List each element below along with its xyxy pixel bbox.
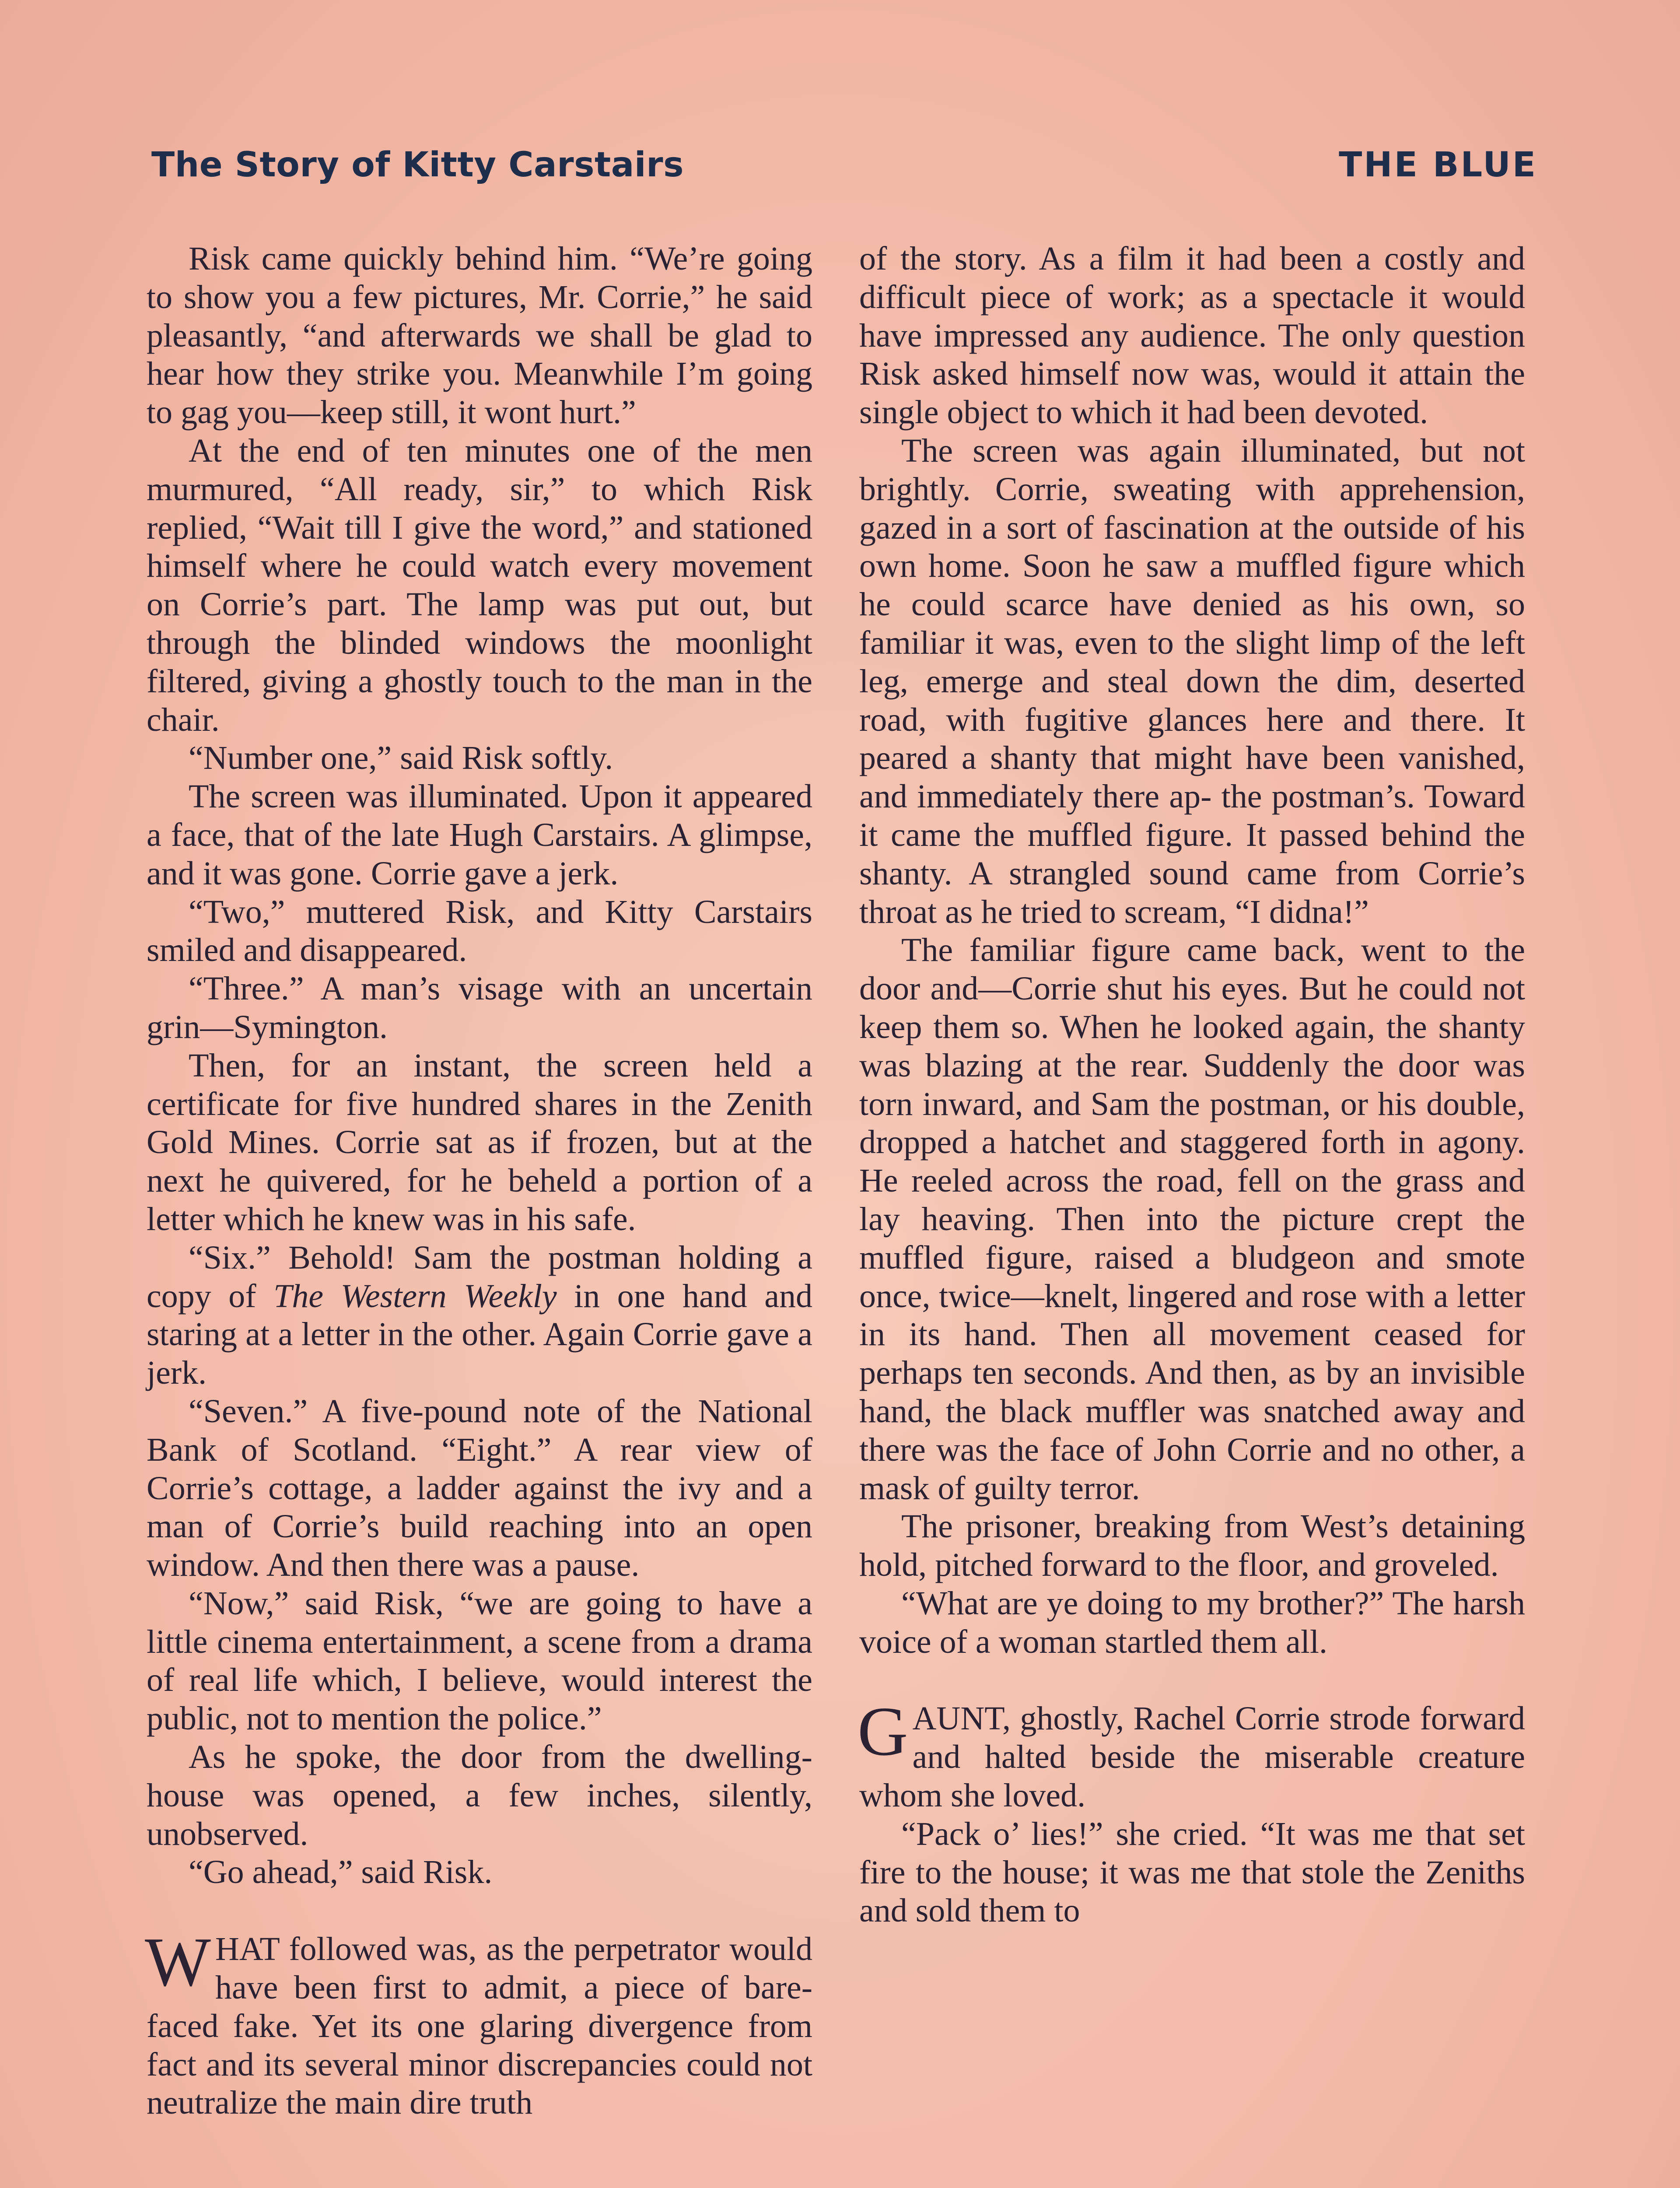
- paragraph: “Seven.” A five-pound note of the National Bank of Scotland. “Eight.” A rear view of Corrie’s cottage, a ladder against the ivy and a man of Corrie’s build reaching into an open window. And then there was a pause.: [147, 1392, 812, 1584]
- paragraph: “Number one,” said Risk softly.: [189, 740, 613, 777]
- section-paragraph: [858, 1692, 1525, 1815]
- section-paragraph: [145, 1923, 812, 2122]
- left-column: [147, 240, 812, 2122]
- right-column: [859, 240, 1525, 1930]
- paragraph: At the end of ten minutes one of the men murmured, “All ready, sir,” to which Risk replied, “Wait till I give the word,” and stationed himself where he could watch every movement on Corrie’s part. The lamp was put out, but through the blinded windows the moonlight filtered, giving a ghostly touch to the man in the chair.: [147, 432, 812, 738]
- paragraph: The screen was illuminated. Upon it appeared a face, that of the late Hugh Carstairs. A glimpse, and it was gone. Corrie gave a jerk.: [147, 778, 812, 892]
- paragraph: The screen was again illuminated, but not brightly. Corrie, sweating with apprehension, gazed in a sort of fascination at the outside of his own home. Soon he saw a muffled figure which he could scarce have denied as his own, so familiar it was, even to the slight limp of the left leg, emerge and steal down the dim, deserted road, with fugitive glances here and there. It peared a shanty that might have been vanished, and immediately there ap- the postman’s. Toward it came the muffled figure. It passed behind the shanty. A strangled sound came from Corrie’s throat as he tried to scream, “I didna!”: [859, 432, 1525, 930]
- paragraph-text: HAT followed was, as the perpetrator would have been first to admit, a piece of bare-faced fake. Yet its one glaring divergence from fact and its several minor discrepancies could not neutralize the main dire truth: [147, 1931, 812, 2121]
- magazine-title: THE BLUE: [1339, 145, 1537, 185]
- paragraph: Risk came quickly behind him. “We’re going to show you a few pictures, Mr. Corrie,” he said pleasantly, “and afterwards we shall be glad to hear how they strike you. Meanwhile I’m going to gag you—keep still, it wont hurt.”: [147, 240, 812, 431]
- paragraph: “Two,” muttered Risk, and Kitty Carstairs smiled and disappeared.: [147, 893, 812, 969]
- periodical-title: The Western Weekly: [273, 1277, 557, 1315]
- paragraph: “Now,” said Risk, “we are going to have a little cinema entertainment, a scene from a drama of real life which, I believe, would interest the public, not to mention the police.”: [147, 1585, 812, 1737]
- story-title: The Story of Kitty Carstairs: [151, 145, 684, 185]
- paragraph: “What are ye doing to my brother?” The harsh voice of a woman startled them all.: [859, 1585, 1525, 1660]
- paragraph: As he spoke, the door from the dwelling-house was opened, a few inches, silently, unobserved.: [147, 1739, 812, 1852]
- paragraph: “Go ahead,” said Risk.: [189, 1854, 493, 1891]
- paragraph-text: in one hand and staring at a letter in the other. Again Corrie gave a jerk.: [147, 1277, 812, 1392]
- paragraph: The prisoner, breaking from West’s detaining hold, pitched forward to the floor, and groveled.: [859, 1508, 1525, 1584]
- paragraph: Then, for an instant, the screen held a certificate for five hundred shares in the Zenith Gold Mines. Corrie sat as if frozen, but at the next he quivered, for he beheld a portion of a letter which he knew was in his safe.: [147, 1047, 812, 1238]
- drop-cap: W: [145, 1923, 211, 2001]
- paragraph: of the story. As a film it had been a costly and difficult piece of work; as a spectacle it would have impressed any audience. The only question Risk asked himself now was, would it attain the single object to which it had been devoted.: [859, 240, 1525, 431]
- paragraph: “Three.” A man’s visage with an uncertain grin—Symington.: [147, 970, 812, 1045]
- paragraph: The familiar figure came back, went to the door and—Corrie shut his eyes. But he could not keep them so. When he looked again, the shanty was blazing at the rear. Suddenly the door was torn inward, and Sam the postman, or his double, dropped a hatchet and staggered forth in agony. He reeled across the road, fell on the grass and lay heaving. Then into the picture crept the muffled figure, raised a bludgeon and smote once, twice—knelt, lingered and rose with a letter in its hand. Then all movement ceased for perhaps ten seconds. And then, as by an invisible hand, the black muffler was snatched away and there was the face of John Corrie and no other, a mask of guilty terror.: [859, 932, 1525, 1507]
- paragraph: [147, 1239, 812, 1392]
- drop-cap: G: [858, 1692, 908, 1771]
- paragraph-text: AUNT, ghostly, Rachel Corrie strode forward and halted beside the miserable creature whom she loved.: [859, 1700, 1525, 1814]
- paragraph: “Pack o’ lies!” she cried. “It was me that set fire to the house; it was me that stole the Zeniths and sold them to: [859, 1815, 1525, 1929]
- running-head: [151, 145, 1537, 193]
- paragraph-text: “Six.” Behold! Sam the postman holding a copy of: [147, 1239, 812, 1315]
